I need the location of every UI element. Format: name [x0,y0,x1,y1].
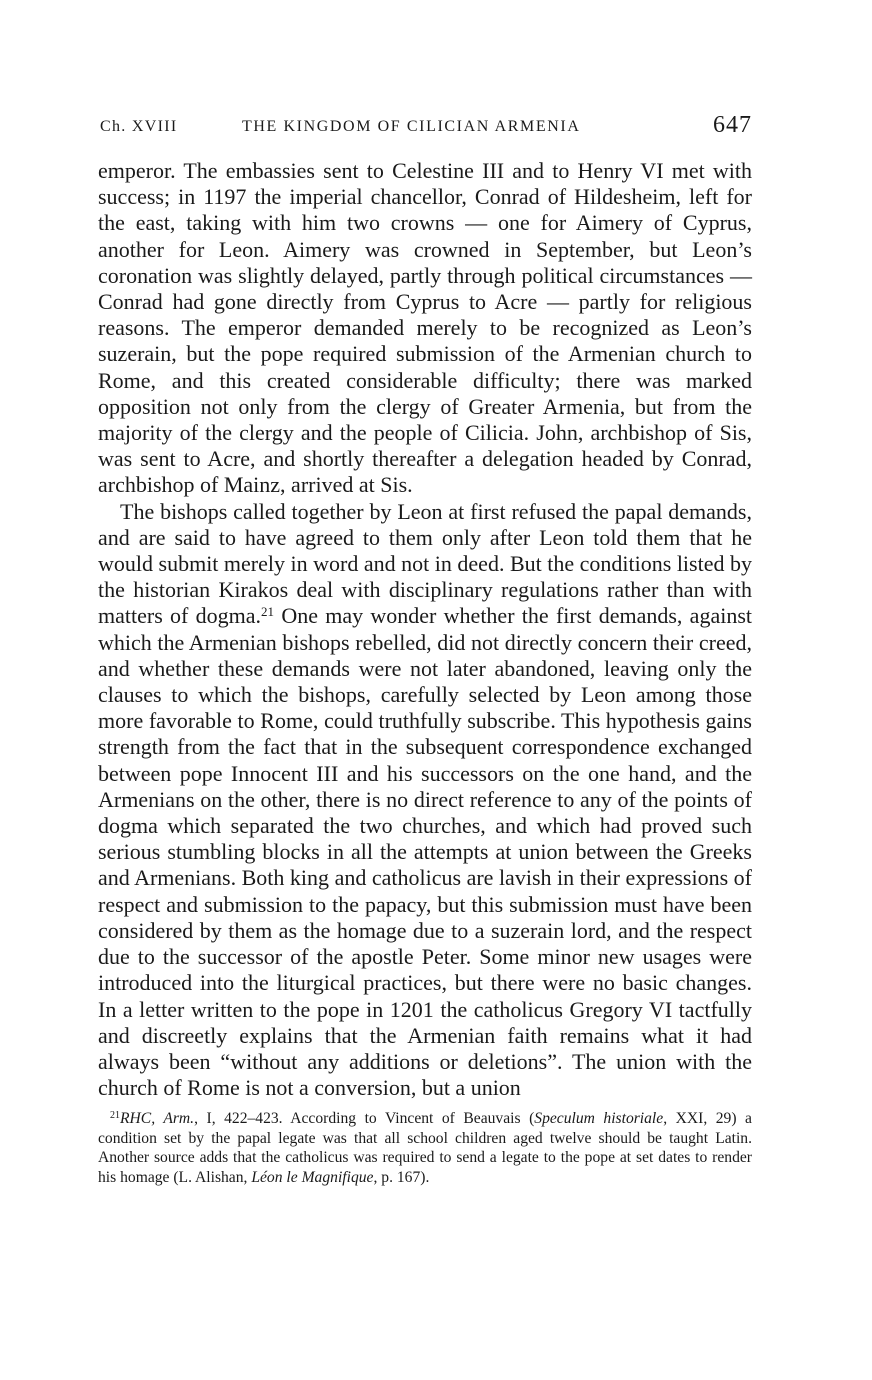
footnote-work-2: Léon le Magnifique [251,1168,374,1186]
running-head [98,112,752,142]
chapter-title: THE KINGDOM OF CILICIAN ARMENIA [242,118,581,135]
footnote-source: RHC, Arm. [120,1110,195,1128]
footnote-number: 21 [110,1110,120,1122]
footnote-work-1: Speculum historiale [534,1110,664,1128]
book-page [98,112,752,1187]
body-text [98,158,752,1101]
paragraph-2-part-1: The bishops called together by Leon at first refused the papal demands, and are said to have agreed to them only after Leon told them that he would submit merely in word and not in deed. But the conditions listed by the historian Kirakos deal with disciplinary regulations rather than with matters of dogma. [98,498,752,629]
paragraph-2 [98,499,752,1102]
chapter-label: Ch. XVIII [100,118,178,135]
page-number: 647 [713,112,752,138]
footnote-text-1: , I, 422–423. According to Vincent of Beauvais ( [194,1110,535,1128]
footnote-reference: 21 [261,604,275,620]
paragraph-1: emperor. The embassies sent to Celestine III and to Henry VI met with success; in 1197 the imperial chancellor, Conrad of Hildesheim, left for the east, taking with him two crowns — one for Aimery of Cyprus, another for Leon. Aimery was crowned in September, but Leon’s coronation was slightly delayed, partly through political circumstances — Conrad had gone directly from Cyprus to Acre — partly for religious reasons. The emperor demanded merely to be recognized as Leon’s suzerain, but the pope required submission of the Armenian church to Rome, and this created considerable difficulty; there was marked opposition not only from the clergy of Greater Armenia, but from the majority of the clergy and the people of Cilicia. John, archbishop of Sis, was sent to Acre, and shortly thereafter a delegation headed by Conrad, archbishop of Mainz, arrived at Sis. [98,158,752,498]
footnote [98,1109,752,1187]
paragraph-2-part-2: One may wonder whether the first demands, against which the Armenian bishops rebelled, did not directly concern their creed, and whether these demands were not later abandoned, leaving only the clauses to which the bishops, carefully selected by Leon among those more favorable to Rome, could truthfully subscribe. This hypothesis gains strength from the fact that in the subsequent correspondence exchanged between pope Innocent III and his successors on the one hand, and the Armenians on the other, there is no direct reference to any of the points of dogma which separated the two churches, and which had proved such serious stumbling blocks in all the attempts at union between the Greeks and Armenians. Both king and catholicus are lavish in their expressions of respect and submission to the papacy, but this submission must have been considered by them as the homage due to a suzerain lord, and the respect due to the successor of the apostle Peter. Some minor new usages were introduced into the liturgical practices, but there were no basic changes. In a letter written to the pope in 1201 the catholicus Gregory VI tactfully and discreetly explains that the Armenian faith remains what it had always been “without any additions or deletions”. The union with the church of Rome is not a conversion, but a union [98,603,752,1101]
footnote-text-3: , p. 167). [373,1168,430,1186]
footnote-text-2: , XXI, 29) a condition set by the papal legate was that all school children aged twelve should be taught Latin. Another source adds that the catholicus was required to send a legate to the pope at set dates to render his homage (L. Alishan, [98,1110,752,1186]
